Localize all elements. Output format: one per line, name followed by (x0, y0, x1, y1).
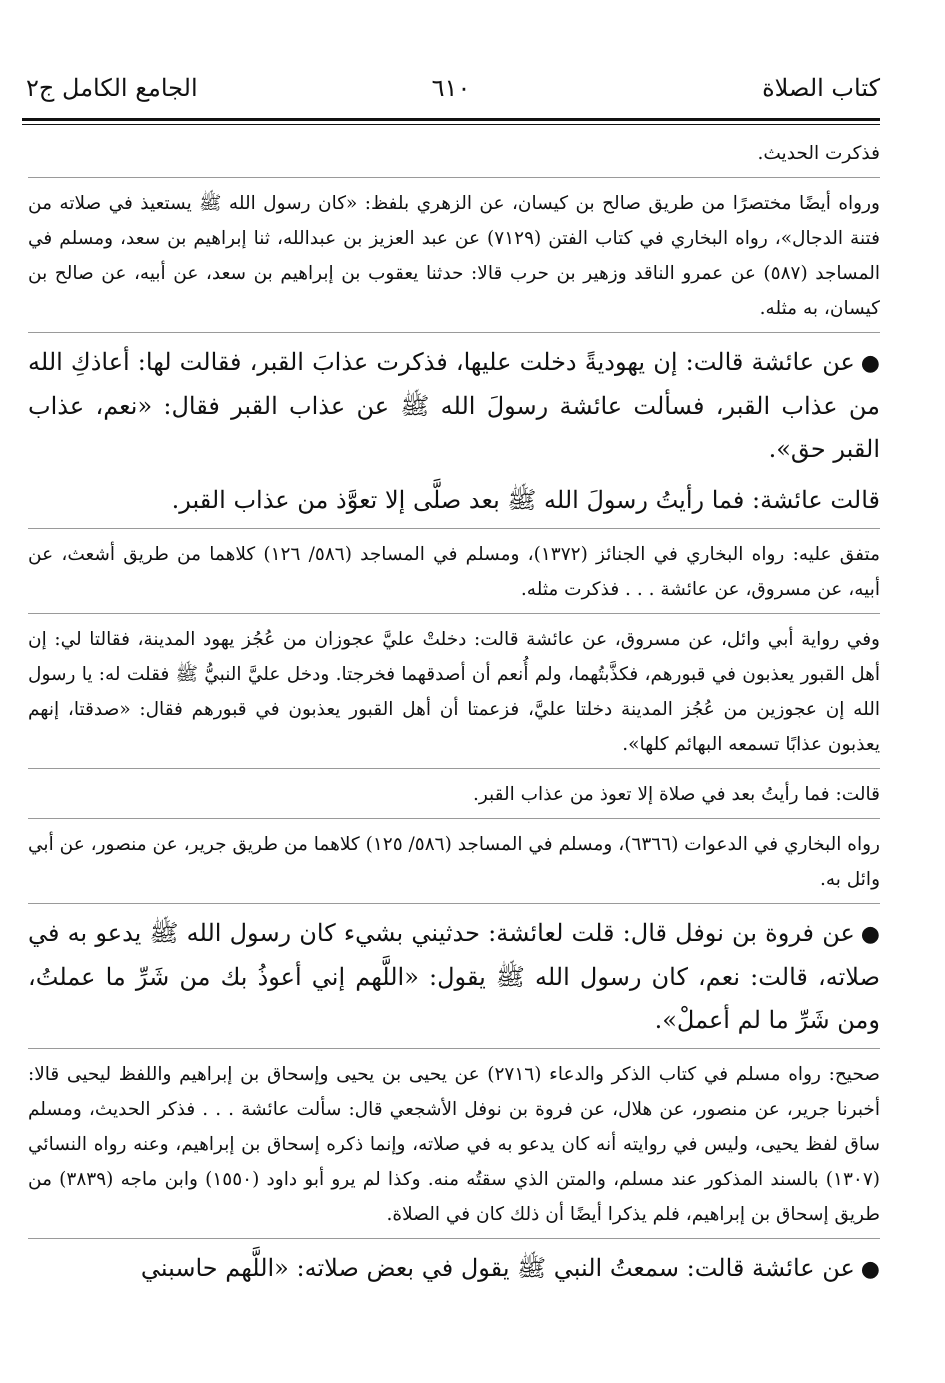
page-header (22, 70, 880, 116)
paragraph-text: عن عائشة قالت: إن يهوديةً دخلت عليها، فذكرت عذابَ القبر، فقالت لها: أعاذكِ الله من عذاب القبر، فسألت عائشة رسولَ الله ﷺ عن عذاب القبر فقال: «نعم، عذاب القبر حق». (28, 348, 880, 463)
commentary-paragraph (28, 622, 880, 769)
paragraph-text: فذكرت الحديث. (757, 143, 880, 164)
commentary-paragraph (28, 186, 880, 333)
page-body (28, 136, 880, 1305)
book-title: الجامع الكامل ج٢ (26, 74, 198, 102)
paragraph-text: قالت: فما رأيتُ بعد في صلاة إلا تعوذ من عذاب القبر. (472, 784, 880, 805)
paragraph-text: متفق عليه: رواه البخاري في الجنائز (١٣٧٢)، ومسلم في المساجد (٥٨٦/ ١٢٦) كلاهما من طريق أشعث، عن أبيه، عن مسروق، عن عائشة . . . فذكرت مثله. (28, 544, 880, 600)
header-rule-thick (22, 118, 880, 121)
commentary-paragraph (28, 777, 880, 819)
bullet-icon: ● (860, 351, 880, 376)
hadith-paragraph (28, 479, 880, 529)
hadith-paragraph (28, 912, 880, 1049)
header-rule-thin (22, 124, 880, 125)
paragraph-text: ورواه أيضًا مختصرًا من طريق صالح بن كيسان، عن الزهري بلفظ: «كان رسول الله ﷺ يستعيذ في صلاته من فتنة الدجال»، رواه البخاري في كتاب الفتن (٧١٢٩) عن عبد العزيز بن عبدالله، ثنا إبراهيم بن سعد، ومسلم في المساجد (٥٨٧) عن عمرو الناقد وزهير بن حرب قالا: حدثنا يعقوب بن إبراهيم بن سعد، عن أبيه، عن صالح بن كيسان، به مثله. (28, 193, 880, 319)
paragraph-text: عن عائشة قالت: سمعتُ النبي ﷺ يقول في بعض صلاته: «اللَّهم حاسبني (140, 1254, 855, 1282)
hadith-paragraph (28, 1247, 880, 1297)
bullet-icon: ● (860, 922, 880, 947)
paragraph-text: عن فروة بن نوفل قال: قلت لعائشة: حدثيني بشيء كان رسول الله ﷺ يدعو به في صلاته، قالت: نعم، كان رسول الله ﷺ يقول: «اللَّهم إني أعوذُ بك من شَرِّ ما عملتُ، ومن شَرِّ ما لم أعملْ». (28, 919, 880, 1034)
paragraph-text: رواه البخاري في الدعوات (٦٣٦٦)، ومسلم في المساجد (٥٨٦/ ١٢٥) كلاهما من طريق جرير، عن منصور، عن أبي وائل به. (28, 834, 880, 890)
hadith-paragraph (28, 341, 880, 477)
paragraph-text: قالت عائشة: فما رأيتُ رسولَ الله ﷺ بعد صلَّى إلا تعوَّذ من عذاب القبر. (171, 486, 880, 514)
takhrij-paragraph (28, 827, 880, 904)
commentary-paragraph (28, 136, 880, 178)
page-number: ٦١٠ (431, 74, 471, 102)
bullet-icon: ● (860, 1257, 880, 1282)
paragraph-text: وفي رواية أبي وائل، عن مسروق، عن عائشة قالت: دخلتْ عليَّ عجوزان من عُجُز يهود المدينة، فقالتا لي: إن أهل القبور يعذبون في قبورهم، فكذَّبتُهما، ولم أُنعم أن أصدقهما فخرجتا. ودخل عليَّ النبيُّ ﷺ فقلت له: يا رسول الله إن عجوزين من عُجُز المدينة دخلتا عليَّ، فزعمتا أن أهل القبور يعذبون في قبورهم فقال: «صدقتا، إنهم يعذبون عذابًا تسمعه البهائم كلها». (28, 629, 880, 755)
takhrij-paragraph (28, 1057, 880, 1239)
chapter-title: كتاب الصلاة (762, 74, 880, 102)
takhrij-paragraph (28, 537, 880, 614)
paragraph-text: صحيح: رواه مسلم في كتاب الذكر والدعاء (٢٧١٦) عن يحيى بن يحيى وإسحاق بن إبراهيم واللفظ ليحيى قالا: أخبرنا جرير، عن منصور، عن هلال، عن فروة بن نوفل الأشجعي قال: سألت عائشة . . . فذكر الحديث، ومسلم ساق لفظ يحيى، وليس في روايته أنه كان يدعو به في صلاته، وإنما ذكره إسحاق بن إبراهيم، وعنه رواه النسائي (١٣٠٧) بالسند المذكور عند مسلم، والمتن الذي سقتُه منه. وكذا لم يرو أبو داود (١٥٥٠) وابن ماجه (٣٨٣٩) من طريق إسحاق بن إبراهيم، فلم يذكرا أيضًا أن ذلك كان في الصلاة. (28, 1064, 880, 1225)
